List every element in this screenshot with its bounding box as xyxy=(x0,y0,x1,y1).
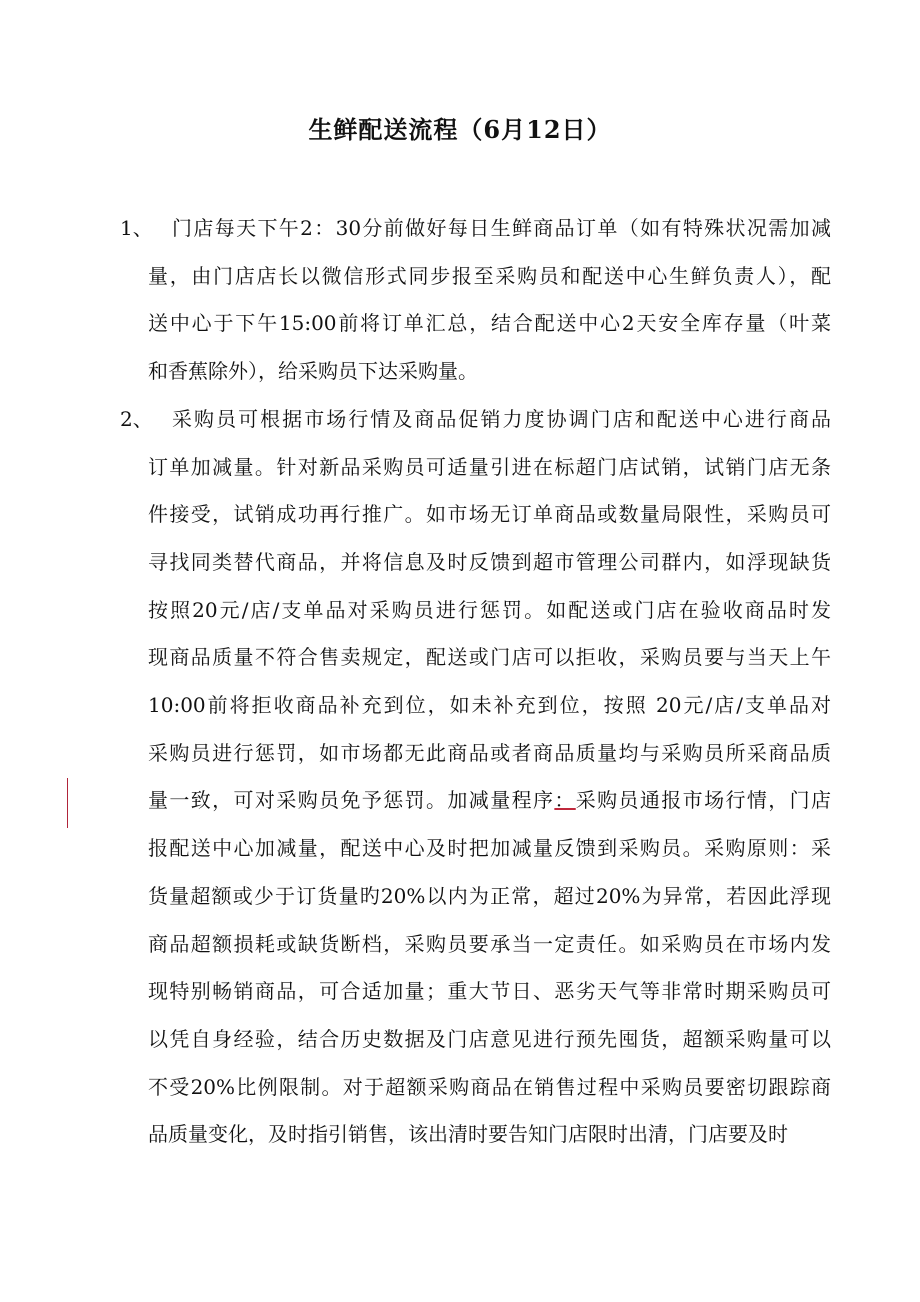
paragraph-line: 送中心于下午15:00前将订单汇总，结合配送中心2天安全库存量（叶菜 xyxy=(148,311,831,336)
paragraph-line: 寻找同类替代商品，并将信息及时反馈到超市管理公司群内，如浮现缺货 xyxy=(148,549,831,574)
document-title: 生鲜配送流程（6月12日） xyxy=(308,115,612,144)
paragraph-line: 货量超额或少于订货量旳20%以内为正常，超过20%为异常，若因此浮现 xyxy=(148,883,831,908)
list-number: 1、 xyxy=(120,216,153,240)
paragraph-line: 现特别畅销商品，可合适加量；重大节日、恶劣天气等非常时期采购员可 xyxy=(148,979,831,1004)
text-cursor-bar xyxy=(67,778,68,828)
paragraph-line: 门店每天下午2：30分前做好每日生鲜商品订单（如有特殊状况需加减 xyxy=(172,216,831,240)
paragraph-line: 和香蕉除外），给采购员下达采购量。 xyxy=(148,359,478,384)
paragraph-line: 量，由门店店长以微信形式同步报至采购员和配送中心生鲜负责人），配 xyxy=(148,263,831,288)
paragraph-line: 以凭自身经验，结合历史数据及门店意见进行预先囤货，超额采购量可以 xyxy=(148,1026,831,1051)
paragraph-line: 订单加减量。针对新品采购员可适量引进在标超门店试销，试销门店无条 xyxy=(148,454,831,479)
list-number: 2、 xyxy=(120,406,153,431)
paragraph-line: 件接受，试销成功再行推广。如市场无订单商品或数量局限性，采购员可 xyxy=(148,502,831,527)
paragraph-line: 10:00前将拒收商品补充到位，如未补充到位，按照 20元/店/支单品对 xyxy=(148,693,831,717)
paragraph-line: 采购员可根据市场行情及商品促销力度协调门店和配送中心进行商品 xyxy=(172,406,831,431)
paragraph-line: 量一致，可对采购员免予惩罚。加减量程序：采购员通报市场行情，门店 xyxy=(148,788,831,813)
paragraph-line: 不受20%比例限制。对于超额采购商品在销售过程中采购员要密切跟踪商 xyxy=(148,1074,831,1099)
paragraph-line: 采购员进行惩罚，如市场都无此商品或者商品质量均与采购员所采商品质 xyxy=(148,740,831,765)
paragraph-line: 品质量变化，及时指引销售，该出清时要告知门店限时出清，门店要及时 xyxy=(148,1122,788,1147)
spellcheck-marked-colon: ： xyxy=(554,788,576,813)
paragraph-line: 现商品质量不符合售卖规定，配送或门店可以拒收，采购员要与当天上午 xyxy=(148,645,831,670)
paragraph-line: 按照20元/店/支单品对采购员进行惩罚。如配送或门店在验收商品时发 xyxy=(148,597,831,622)
paragraph-line: 报配送中心加减量，配送中心及时把加减量反馈到采购员。采购原则：采 xyxy=(148,836,831,861)
paragraph-line: 商品超额损耗或缺货断档，采购员要承当一定责任。如采购员在市场内发 xyxy=(148,931,831,956)
